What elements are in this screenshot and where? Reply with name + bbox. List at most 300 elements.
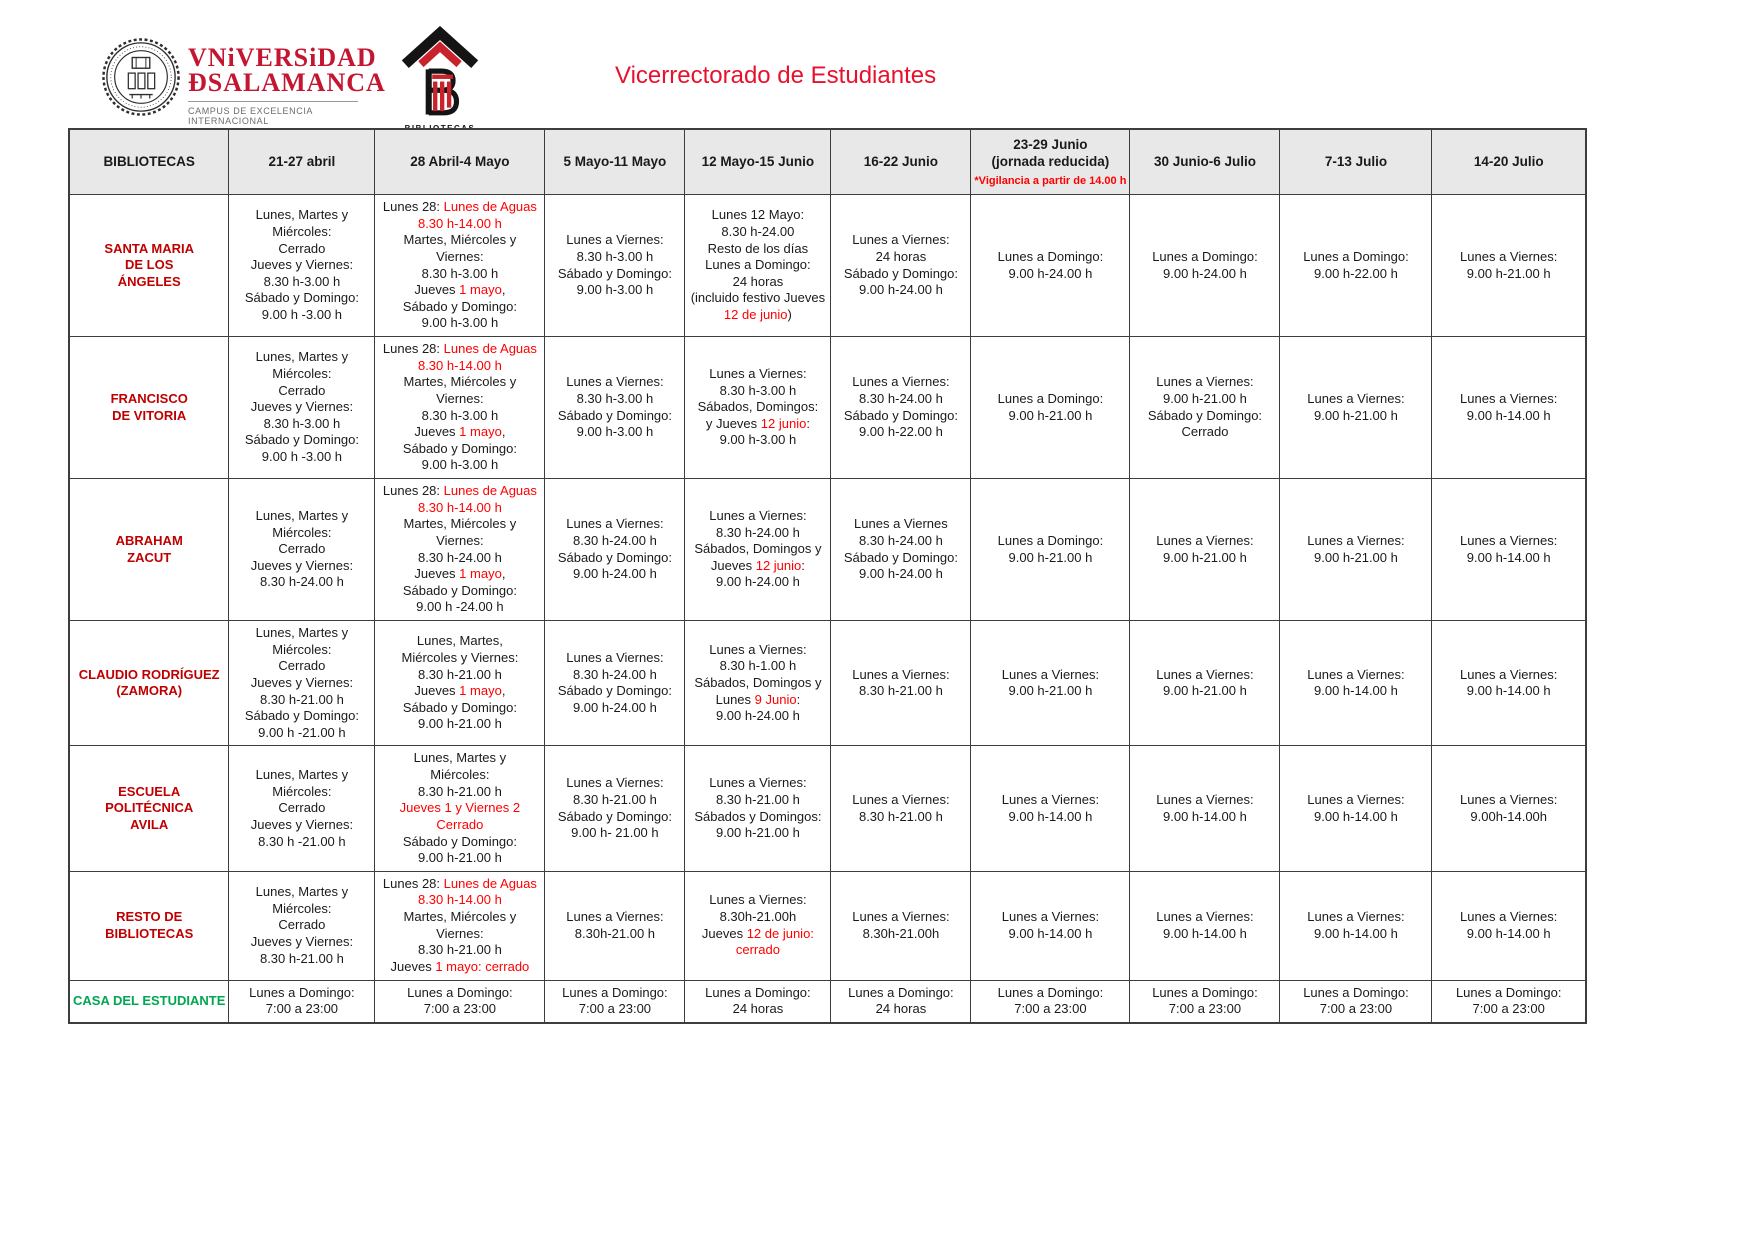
text-line: 9.00 h-24.00 h [858,566,943,582]
text-line: 8.30 h-24.00 h [417,549,502,565]
hours-cell [1432,195,1586,337]
text-line: 9.00 h-24.00 h [1008,265,1093,281]
hours-cell [375,871,545,980]
text-line: Lunes a Viernes: [709,775,807,791]
column-header [375,129,545,195]
hours-cell [1280,195,1432,337]
text-line: Sábado y Domingo: [244,708,359,724]
text-line: (incluido festivo Jueves [690,290,826,306]
hours-cell [971,621,1130,746]
text-line: 9.00 h-14.00 h [1314,683,1398,699]
hours-cell [971,479,1130,621]
hours-cell [545,337,685,479]
text-line: 7:00 a 23:00 [578,1001,652,1017]
text-line: Lunes a Viernes: [1156,909,1254,924]
text-line: Resto de los días [707,240,809,256]
hours-cell [831,479,971,621]
text-line: Viernes: [436,248,484,264]
text-line: Jueves y Viernes: [250,257,354,273]
text-line: BIBLIOTECAS [105,925,194,941]
library-name [69,871,229,980]
table-body [69,195,1586,1023]
text-line: 8.30 h-24.00 h [259,574,344,590]
column-header [1280,129,1432,195]
column-header [1130,129,1280,195]
text-line: 8.30 h-14.00 h [417,357,502,373]
column-header [1432,129,1586,195]
table-header [69,129,1586,195]
hours-cell [1432,621,1586,746]
text-line: Lunes a Domingo: [407,984,513,1000]
text-line: Cerrado [436,816,484,832]
text-line: Lunes a Viernes: [1307,909,1405,924]
text-line: 8.30 h-21.00 h [715,791,800,807]
text-line: BIBLIOTECAS [103,154,195,170]
text-line: Jueves 12 junio: [710,557,805,573]
text-line: 12 de junio) [723,307,792,323]
text-line: (ZAMORA) [116,683,183,699]
text-line: Cerrado [278,240,326,256]
text-line: Lunes a Domingo: [1152,248,1258,264]
text-line: Viernes: [436,390,484,406]
text-line: 9.00 h-22.00 h [1314,265,1398,281]
text-line: Miércoles: [272,641,332,657]
text-line: Martes, Miércoles y [403,374,517,390]
text-line: Lunes 28: Lunes de Aguas [382,875,537,891]
text-line: Lunes a Domingo: [997,532,1104,548]
text-line: Lunes a Viernes [854,516,948,532]
text-line: Lunes a Viernes: [852,374,950,390]
university-subtitle: CAMPUS DE EXCELENCIA INTERNACIONAL [188,106,313,127]
text-line: 8.30 h-24.00 h [572,666,657,682]
text-line: Cerrado [278,658,326,674]
hours-cell [1130,479,1280,621]
text-line: Cerrado [1181,424,1229,440]
text-line: 24 horas [732,1001,784,1017]
hours-cell [229,871,375,980]
hours-cell [685,195,831,337]
text-line: Sábados, Domingos y [694,541,822,557]
text-line: 9.00 h-14.00 h [1466,549,1551,565]
text-line: 8.30 h-3.00 h [421,265,499,281]
text-line: 9.00 h- 21.00 h [571,825,659,841]
text-line: 5 Mayo-11 Mayo [563,154,667,170]
text-line: 7:00 a 23:00 [1168,1001,1242,1017]
university-seal-icon [102,38,180,116]
hours-cell [1280,479,1432,621]
text-line: Lunes, Martes, [416,633,503,649]
text-line: 9.00 h-24.00 h [858,282,943,298]
text-line: Lunes a Domingo: [562,984,668,1000]
library-name [69,621,229,746]
text-line: ABRAHAM [115,532,183,548]
hours-cell [831,871,971,980]
text-line: Lunes a Viernes: [1460,390,1558,406]
text-line: 9.00 h -3.00 h [261,307,343,323]
library-name [69,980,229,1023]
text-line: 9.00 h-21.00 h [1008,683,1093,699]
text-line: 8.30 h-24.00 [721,223,795,239]
text-line: Lunes a Domingo: [1152,984,1258,1000]
text-line: Lunes 28: Lunes de Aguas [382,341,537,356]
text-line: Lunes a Viernes: [1460,248,1558,264]
text-line: Sábados y Domingos: [694,808,822,824]
text-line: 9.00 h-14.00 h [1314,808,1398,824]
text-line: 9.00 h-3.00 h [576,282,654,298]
text-line: 28 Abril-4 Mayo [410,154,510,170]
text-line: Sábado y Domingo: [557,265,672,281]
hours-cell [1432,871,1586,980]
text-line: Lunes a Viernes: [709,365,807,381]
text-line: 8.30 h-3.00 h [263,273,341,289]
text-line: CASA DEL ESTUDIANTE [73,992,226,1008]
text-line: Sábado y Domingo: [244,290,359,306]
text-line: AVILA [130,816,169,832]
text-line: 24 horas [875,1001,927,1017]
text-line: y Jueves 12 junio: [705,415,810,431]
hours-cell [971,337,1130,479]
text-line: 8.30 h-24.00 h [858,532,943,548]
text-line: 8.30h-21.00h [862,925,940,941]
text-line: 9.00 h-24.00 h [572,566,657,582]
text-line: 8.30 h-14.00 h [417,892,502,908]
text-line: Lunes a Viernes: [1307,390,1405,406]
text-line: 7-13 Julio [1324,154,1388,170]
hours-cell [831,337,971,479]
text-line: Cerrado [278,382,326,398]
text-line: 24 horas [875,248,927,264]
text-line: 9.00 h-22.00 h [858,424,943,440]
text-line: Sábado y Domingo: [557,808,672,824]
text-line: Miércoles: [430,767,490,782]
text-line: *Vigilancia a partir de 14.00 h [974,174,1127,187]
text-line: 8.30 h-21.00 h [417,783,502,799]
text-line: Jueves 1 mayo, [414,424,506,440]
text-line: 9.00 h-21.00 h [1466,265,1551,281]
text-line: Lunes a Viernes: [566,909,664,924]
text-line: Martes, Miércoles y [403,909,517,924]
hours-cell [1130,746,1280,871]
text-line: 9.00 h-21.00 h [1314,549,1398,565]
text-line: 9.00 h-14.00 h [1466,407,1551,423]
text-line: Lunes a Viernes: [1156,532,1254,548]
text-line: Sábado y Domingo: [843,549,958,565]
text-line: Martes, Miércoles y [403,516,517,532]
text-line: 8.30 h-21.00 h [417,666,502,682]
table-row [69,479,1586,621]
column-header [971,129,1130,195]
text-line: 8.30 h-24.00 h [715,524,800,540]
hours-cell [375,337,545,479]
text-line: 8.30 h-3.00 h [263,415,341,431]
text-line: Sábado y Domingo: [402,582,517,598]
text-line: 9.00 h-3.00 h [576,424,654,440]
text-line: 8.30 h-21.00 h [259,691,344,707]
text-line: Lunes a Viernes: [1156,666,1254,682]
text-line: 9.00 h-14.00 h [1466,925,1551,941]
text-line: Cerrado [278,917,326,933]
text-line: 9.00 h-24.00 h [715,574,800,590]
hours-cell [375,479,545,621]
text-line: Lunes a Domingo: [997,390,1104,406]
text-line: Lunes, Martes y [255,884,349,900]
text-line: ZACUT [127,549,172,565]
text-line: Lunes, Martes y [255,207,349,223]
text-line: 9.00 h -24.00 h [416,599,504,615]
hours-cell [545,871,685,980]
hours-cell [831,195,971,337]
hours-cell [545,621,685,746]
text-line: Lunes a Viernes: [1460,909,1558,924]
hours-cell [375,621,545,746]
hours-cell [545,195,685,337]
header-row [69,129,1586,195]
hours-cell [971,871,1130,980]
text-line: Lunes a Viernes: [1307,532,1405,548]
column-header [69,129,229,195]
hours-cell [971,195,1130,337]
text-line: Lunes, Martes y [255,625,349,640]
text-line: Sábado y Domingo: [402,699,517,715]
text-line: Cerrado [278,800,326,816]
hours-cell [1432,980,1586,1023]
text-line: Sábado y Domingo: [244,432,359,448]
text-line: Lunes a Domingo: [1303,248,1409,264]
table-row [69,337,1586,479]
text-line: 8.30 h-24.00 h [572,532,657,548]
text-line: 8.30 h-3.00 h [719,382,797,398]
text-line: Sábado y Domingo: [1147,407,1263,423]
text-line: 7:00 a 23:00 [1319,1001,1393,1017]
hours-cell [685,746,831,871]
text-line: Sábados, Domingos y [694,674,822,690]
text-line: Jueves y Viernes: [250,933,354,949]
text-line: ÁNGELES [117,273,181,289]
text-line: Lunes a Domingo: [848,984,954,1000]
text-line: 8.30 h-21.00 h [572,791,657,807]
text-line: 9.00 h-21.00 h [1163,549,1247,565]
text-line: 9.00 h-21.00 h [1008,407,1093,423]
text-line: Lunes a Viernes: [1307,791,1405,807]
text-line: Lunes a Viernes: [566,649,664,665]
text-line: Lunes, Martes y [255,767,349,782]
hours-cell [1432,337,1586,479]
text-line: 7:00 a 23:00 [265,1001,339,1017]
text-line: Lunes 9 Junio: [715,691,801,707]
text-line: Jueves y Viernes: [250,816,354,832]
university-wordmark [188,43,386,127]
hours-cell [685,479,831,621]
text-line: Jueves y Viernes: [250,399,354,415]
text-line: 8.30 h-3.00 h [421,407,499,423]
column-header [229,129,375,195]
text-line: Lunes a Viernes: [709,892,807,908]
text-line: Lunes a Domingo: [997,984,1104,1000]
text-line: 30 Junio-6 Julio [1153,154,1256,170]
text-line: Lunes a Viernes: [566,232,664,248]
hours-cell [685,337,831,479]
text-line: 23-29 Junio [1013,137,1088,153]
text-line: Miércoles y Viernes: [401,649,519,665]
hours-cell [831,621,971,746]
text-line: POLITÉCNICA [105,800,194,816]
hours-cell [1280,337,1432,479]
table-row [69,746,1586,871]
text-line: Sábado y Domingo: [557,407,672,423]
hours-cell [1130,980,1280,1023]
hours-cell [1280,621,1432,746]
text-line: Sábado y Domingo: [843,265,958,281]
table-row [69,195,1586,337]
text-line: 21-27 abril [268,154,336,170]
text-line: Sábado y Domingo: [557,683,672,699]
hours-cell [831,746,971,871]
text-line: 8.30h-21.00 h [574,925,656,941]
text-line: 9.00 h-21.00 h [1314,407,1398,423]
text-line: 9.00 h-14.00 h [1008,925,1093,941]
text-line: DE VITORIA [112,407,187,423]
column-header [831,129,971,195]
text-line: Lunes a Viernes: [709,507,807,523]
text-line: Jueves 1 mayo: cerrado [390,958,530,974]
column-header [545,129,685,195]
text-line: Lunes a Domingo: [249,984,355,1000]
text-line: Lunes a Domingo: [1303,984,1409,1000]
text-line: Lunes a Domingo: [705,257,811,273]
text-line: 8.30 h-21.00 h [858,808,943,824]
hours-cell [1130,337,1280,479]
text-line: Lunes a Viernes: [852,666,950,682]
hours-cell [1130,195,1280,337]
text-line: 9.00 h-3.00 h [421,457,499,473]
text-line: Lunes a Domingo: [1455,984,1562,1000]
text-line: 8.30 h-21.00 h [858,683,943,699]
text-line: Lunes 28: Lunes de Aguas [382,199,537,214]
text-line: Lunes a Viernes: [1460,666,1558,682]
text-line: 8.30 h-3.00 h [576,248,654,264]
text-line: 9.00 h -21.00 h [258,724,346,740]
text-line: Lunes 12 Mayo: [711,207,805,223]
hours-cell [375,980,545,1023]
text-line: 16-22 Junio [863,154,939,170]
text-line: Jueves y Viernes: [250,557,354,573]
text-line: 9.00 h-21.00 h [1163,390,1247,406]
text-line: 9.00 h-14.00 h [1314,925,1398,941]
text-line: Sábado y Domingo: [557,549,672,565]
text-line: 24 horas [732,273,784,289]
text-line: 9.00 h-3.00 h [421,315,499,331]
text-line: 8.30 h -21.00 h [258,833,346,849]
hours-cell [229,195,375,337]
text-line: 9.00 h-21.00 h [417,716,502,732]
text-line: Sábado y Domingo: [402,440,517,456]
text-line: 9.00 h-21.00 h [715,825,800,841]
text-line: Lunes a Viernes: [852,232,950,248]
text-line: 9.00 h-3.00 h [719,432,797,448]
hours-cell [229,337,375,479]
text-line: Lunes a Viernes: [1001,909,1100,924]
text-line: Jueves 1 mayo, [414,683,506,699]
text-line: Jueves 1 mayo, [414,566,506,582]
page-title: Vicerrectorado de Estudiantes [615,62,937,89]
text-line: 9.00h-14.00h [1470,808,1548,824]
text-line: 9.00 h-21.00 h [1163,683,1247,699]
hours-cell [685,621,831,746]
column-header [685,129,831,195]
text-line: 8.30 h-14.00 h [417,215,502,231]
text-line: RESTO DE [116,909,183,924]
text-line: 7:00 a 23:00 [1014,1001,1087,1017]
text-line: 7:00 a 23:00 [1472,1001,1545,1017]
text-line: 9.00 h-21.00 h [1008,549,1093,565]
text-line: Lunes a Viernes: [566,775,664,791]
text-line: Miércoles: [272,365,332,381]
text-line: DE LOS [125,257,174,273]
text-line: Lunes a Viernes: [1460,791,1558,807]
hours-cell [1280,746,1432,871]
text-line: 9.00 h-24.00 h [715,708,800,724]
text-line: ESCUELA [118,783,181,799]
text-line: 7:00 a 23:00 [423,1001,497,1017]
table-row [69,980,1586,1023]
library-name [69,195,229,337]
hours-cell [1432,479,1586,621]
text-line: Miércoles: [272,783,332,799]
text-line: Jueves y Viernes: [250,674,354,690]
text-line: Jueves 12 de junio: [701,925,814,941]
text-line: 8.30 h-21.00 h [259,950,344,966]
text-line: Sábado y Domingo: [402,298,517,314]
table-row [69,621,1586,746]
text-line: Jueves 1 y Viernes 2 [399,800,521,816]
library-name [69,337,229,479]
hours-cell [1280,871,1432,980]
text-line: 9.00 h-14.00 h [1008,808,1093,824]
hours-cell [685,980,831,1023]
text-line: CLAUDIO RODRÍGUEZ [78,666,220,682]
university-name-line2: ÐSALAMANCA [188,67,386,97]
text-line: 9.00 h-14.00 h [1163,925,1247,941]
hours-cell [971,980,1130,1023]
text-line: cerrado [735,942,780,958]
text-line: Lunes a Viernes: [1156,374,1254,390]
library-hours-table [68,128,1587,1024]
hours-cell [229,980,375,1023]
library-name [69,479,229,621]
text-line: 9.00 h-24.00 h [572,699,657,715]
text-line: SANTA MARIA [104,240,194,256]
text-line: Lunes, Martes y [255,507,349,523]
text-line: Lunes, Martes y [255,349,349,365]
text-line: Lunes a Viernes: [852,909,950,924]
text-line: Lunes a Viernes: [1001,791,1100,807]
text-line: Miércoles: [272,900,332,916]
text-line: Lunes 28: Lunes de Aguas [382,483,537,498]
text-line: Lunes a Viernes: [1460,532,1558,548]
text-line: Sábados, Domingos: [697,399,819,415]
text-line: 8.30 h-1.00 h [719,658,797,674]
table-row [69,871,1586,980]
text-line: Martes, Miércoles y [403,232,517,248]
hours-cell [545,746,685,871]
text-line: 8.30 h-21.00 h [417,942,502,958]
text-line: 14-20 Julio [1473,154,1544,170]
text-line: Lunes a Viernes: [1156,791,1254,807]
hours-cell [375,746,545,871]
text-line: Sábado y Domingo: [402,833,517,849]
text-line: Lunes a Viernes: [1001,666,1100,682]
text-line: Viernes: [436,532,484,548]
